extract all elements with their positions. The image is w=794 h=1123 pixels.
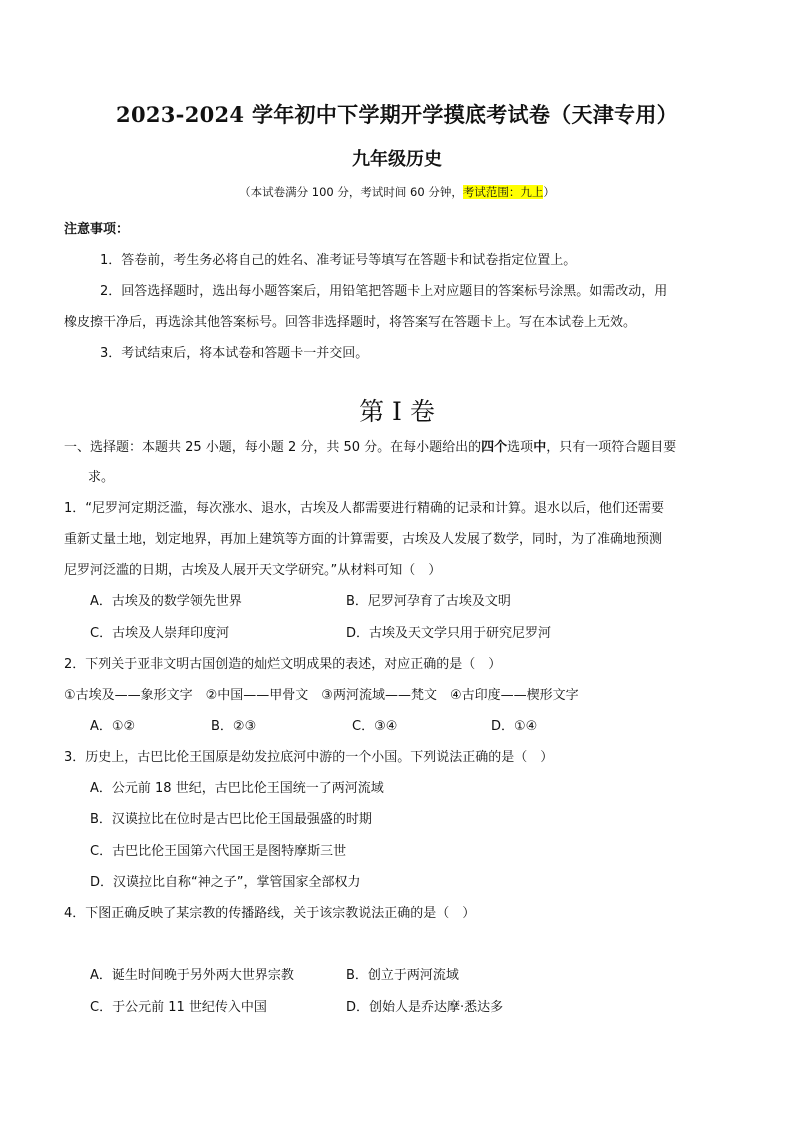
exam-subtitle: 九年级历史 [352,149,442,170]
q2-option-c: C．③④ [352,719,398,734]
section-instr-bold-1: 四个 [481,440,508,455]
notice-item-3: 3．考试结束后，将本试卷和答题卡一并交回。 [100,346,369,361]
q1-stem-line-3: 尼罗河泛滥的日期，古埃及人展开天文学研究。”从材料可知（ ） [64,563,442,578]
section-instructions [64,436,676,455]
section-title: 第 I 卷 [359,397,435,426]
q4-stem: 4．下图正确反映了某宗教的传播路线，关于该宗教说法正确的是（ ） [64,906,476,921]
q1-stem-line-1: 1．“尼罗河定期泛滥，每次涨水、退水，古埃及人都需要进行精确的记录和计算。退水以后，他们还需要 [64,501,665,516]
q1-stem-line-2: 重新丈量土地，划定地界，再加上建筑等方面的计算需要，古埃及人发展了数学，同时，为了准确地预测 [64,532,663,547]
q1-option-c: C．古埃及人崇拜印度河 [90,626,230,641]
q2-option-a: A．①② [90,719,136,734]
q4-option-a: A．诞生时间晚于另外两大世界宗教 [90,968,294,983]
exam-title: 2023-2024 学年初中下学期开学摸底考试卷（天津专用） [116,102,678,127]
q2-stem: 2．下列关于亚非文明古国创造的灿烂文明成果的表述，对应正确的是（ ） [64,657,502,672]
q3-option-c: C．古巴比伦王国第六代国王是图特摩斯三世 [90,844,347,859]
notice-item-1: 1．答卷前，考生务必将自己的姓名、准考证号等填写在答题卡和试卷指定位置上。 [100,253,577,268]
q4-option-d: D．创始人是乔达摩·悉达多 [346,1000,504,1015]
q3-option-a: A．公元前 18 世纪，古巴比伦王国统一了两河流域 [90,781,384,796]
exam-info-prefix: （本试卷满分 100 分，考试时间 60 分钟， [239,185,463,199]
q3-option-d: D．汉谟拉比自称“神之子”，掌管国家全部权力 [90,875,361,890]
q2-option-b: B．②③ [211,719,257,734]
q3-option-b: B．汉谟拉比在位时是古巴比伦王国最强盛的时期 [90,812,372,827]
exam-scope-highlight: 考试范围：九上 [462,185,544,199]
section-instr-bold-2: 中 [533,440,547,455]
q1-option-a: A．古埃及的数学领先世界 [90,594,242,609]
q2-items: ①古埃及——象形文字 ②中国——甲骨文 ③两河流域——梵文 ④古印度——楔形文字 [64,688,579,703]
q2-option-d: D．①④ [491,719,538,734]
section-instr-mid: 选项 [507,440,534,455]
section-instructions-line-2: 求。 [88,470,115,485]
exam-info [0,184,794,200]
notice-item-2-line-1: 2．回答选择题时，选出每小题答案后，用铅笔把答题卡上对应题目的答案标号涂黑。如需改动，用 [100,284,668,299]
notice-heading: 注意事项： [64,222,130,237]
notice-item-2-line-2: 橡皮擦干净后，再选涂其他答案标号。回答非选择题时，将答案写在答题卡上。写在本试卷上无效。 [64,315,637,330]
q3-stem: 3．历史上，古巴比伦王国原是幼发拉底河中游的一个小国。下列说法正确的是（ ） [64,750,554,765]
q1-option-d: D．古埃及天文学只用于研究尼罗河 [346,626,552,641]
q4-option-b: B．创立于两河流域 [346,968,459,983]
exam-info-suffix: ） [543,185,555,199]
section-instr-suffix: ，只有一项符合题目要 [546,440,677,455]
q1-option-b: B．尼罗河孕育了古埃及文明 [346,594,511,609]
section-instr-prefix: 一、选择题：本题共 25 小题，每小题 2 分，共 50 分。在每小题给出的 [64,440,482,455]
q4-option-c: C．于公元前 11 世纪传入中国 [90,1000,267,1015]
